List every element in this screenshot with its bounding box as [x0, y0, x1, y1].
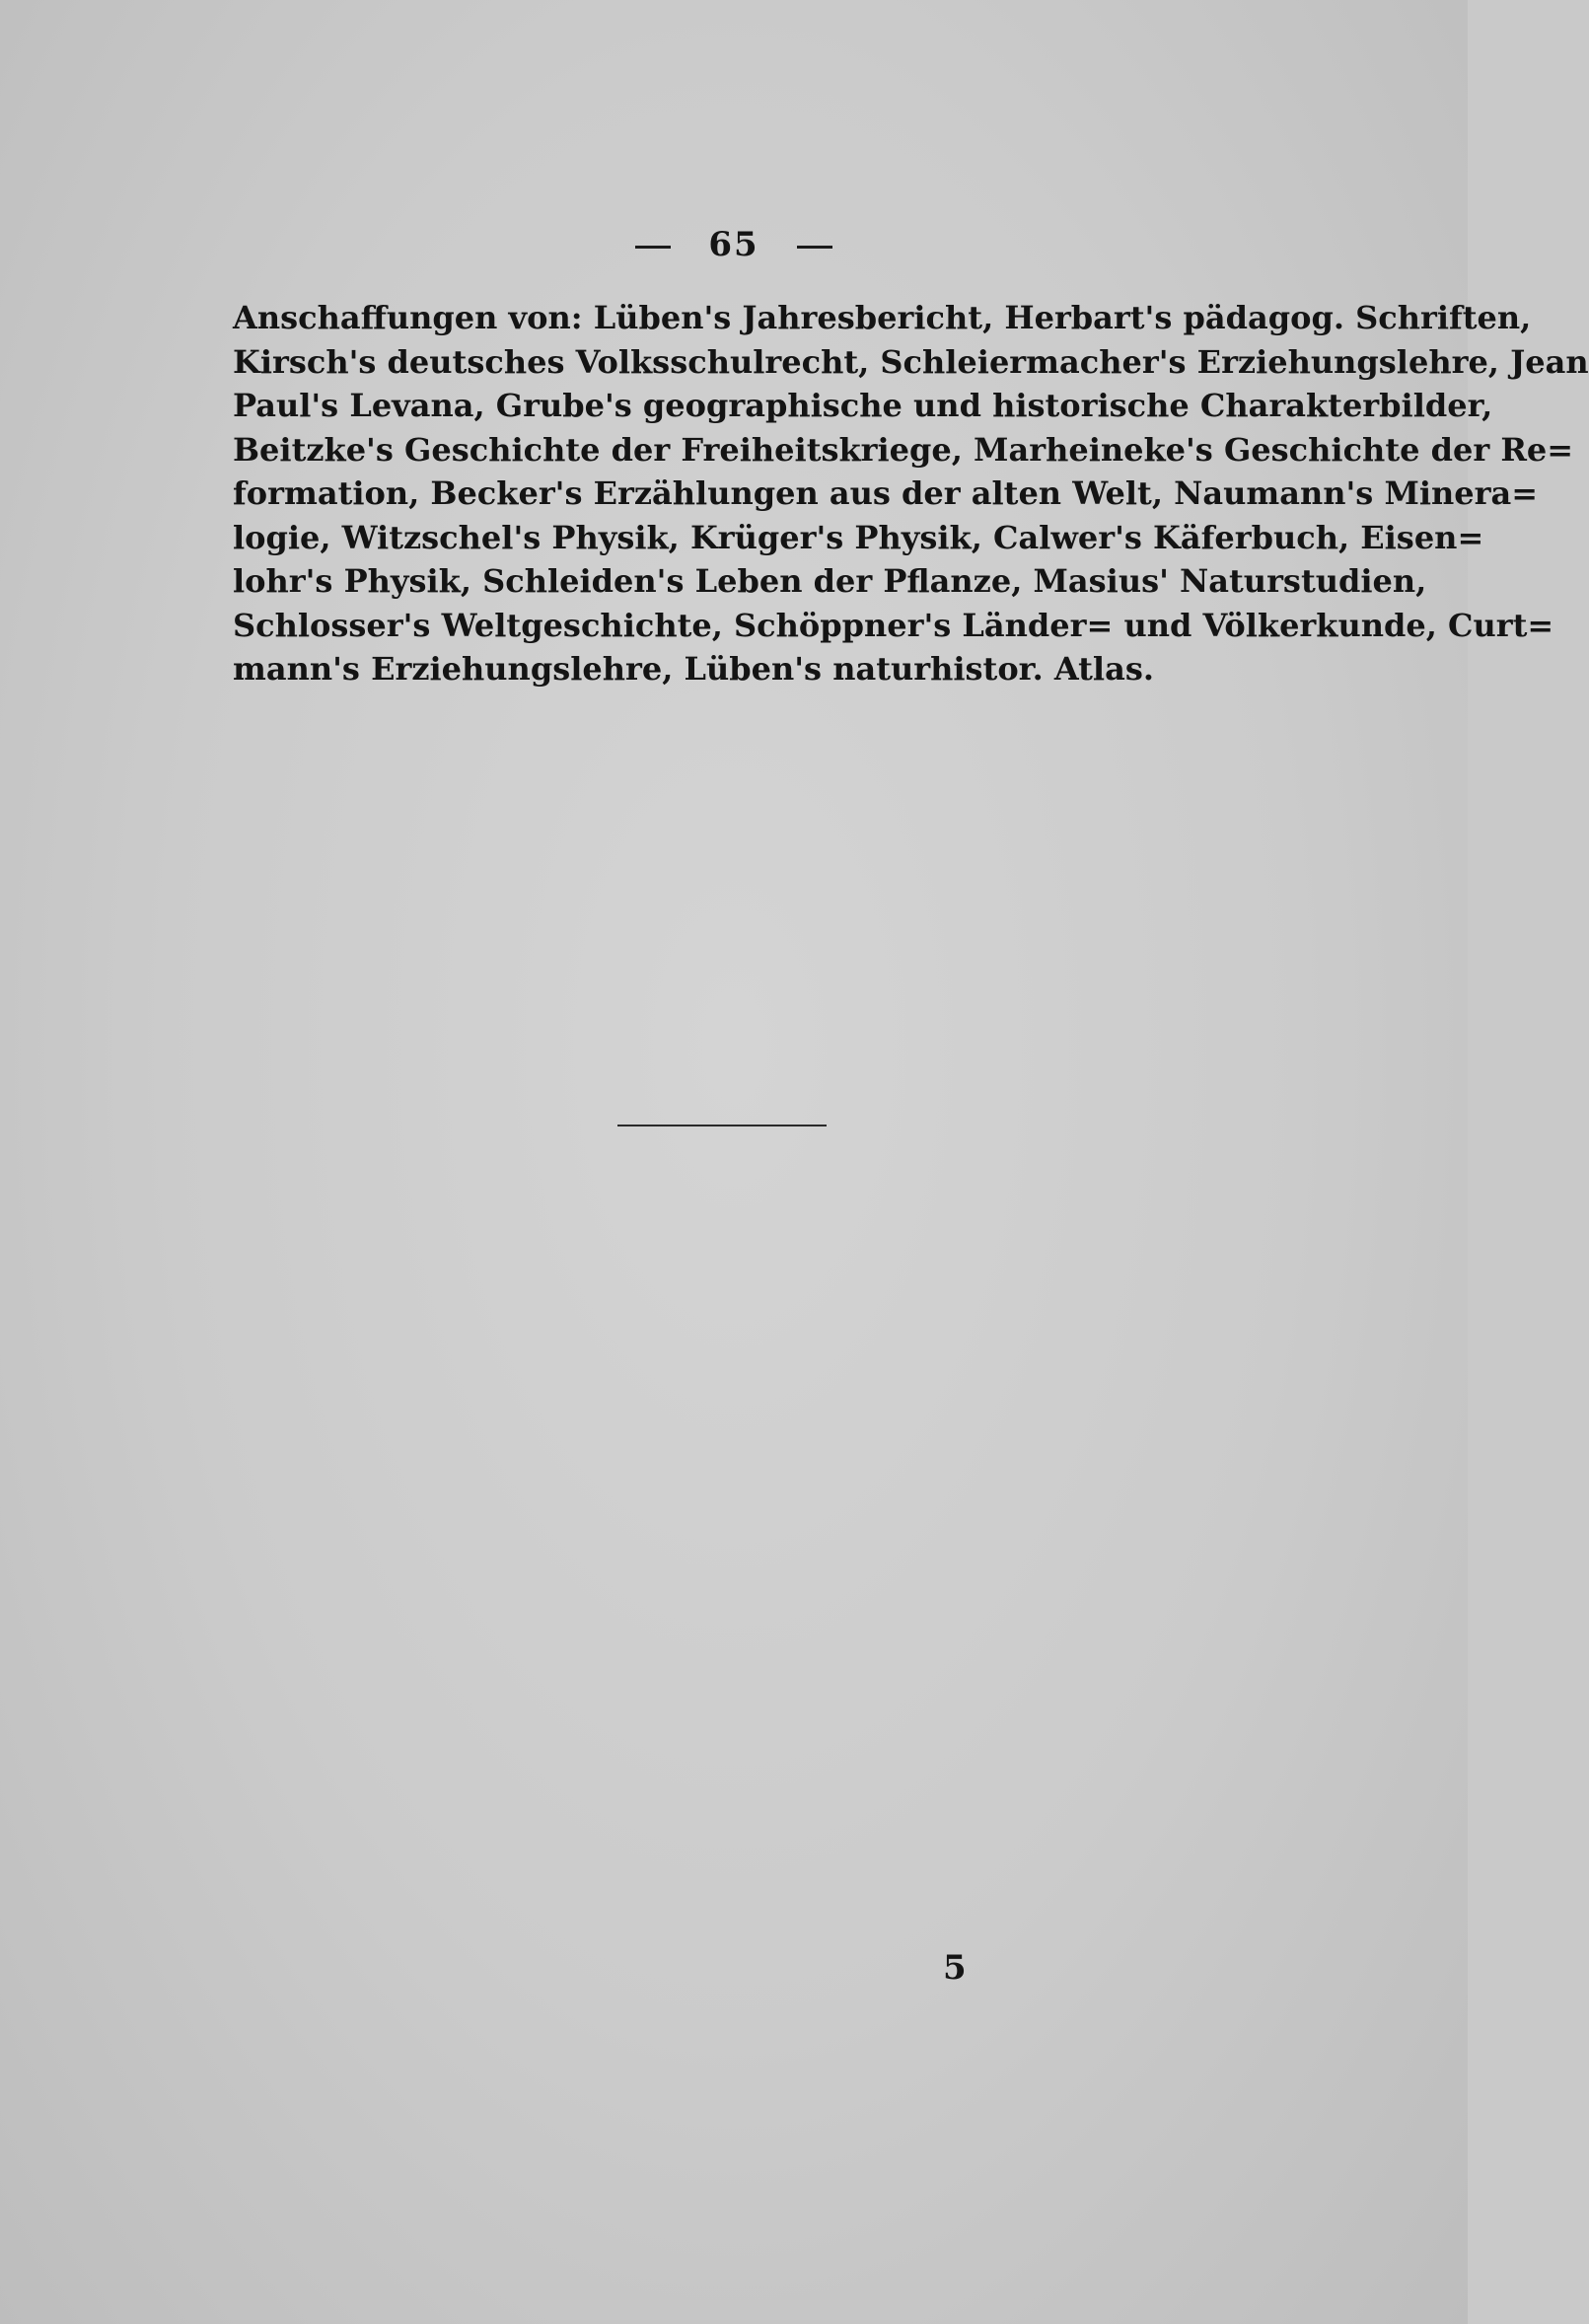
page-number: 65 [708, 225, 759, 264]
text-line: formation, Becker's Erzählungen aus der alten Welt, Naumann's Minera= [233, 474, 1539, 512]
text-line: Schlosser's Weltgeschichte, Schöppner's Länder= und Völkerkunde, Curt= [233, 606, 1554, 644]
signature-mark: 5 [943, 1948, 967, 1988]
text-line: Beitzke's Geschichte der Freiheitskriege, Marheineke's Geschichte der Re= [233, 430, 1574, 469]
text-line: logie, Witzschel's Physik, Krüger's Physik, Calwer's Käferbuch, Eisen= [233, 518, 1484, 556]
text-line: mann's Erziehungslehre, Lüben's naturhistor. Atlas. [233, 650, 1154, 688]
text-line: Kirsch's deutsches Volksschulrecht, Schleiermacher's Erziehungslehre, Jean [233, 342, 1589, 381]
header-dash-left [635, 246, 671, 249]
header-dash-right [797, 246, 832, 249]
text-line: Paul's Levana, Grube's geographische und historische Charakterbilder, [233, 387, 1493, 424]
text-line: lohr's Physik, Schleiden's Leben der Pflanze, Masius' Naturstudien, [233, 562, 1427, 600]
section-divider [617, 1125, 827, 1126]
body-paragraph [233, 296, 1589, 691]
page-header [0, 225, 1468, 264]
text-line: Anschaffungen von: Lüben's Jahresbericht, Herbart's pädagog. Schriften, [233, 299, 1532, 336]
